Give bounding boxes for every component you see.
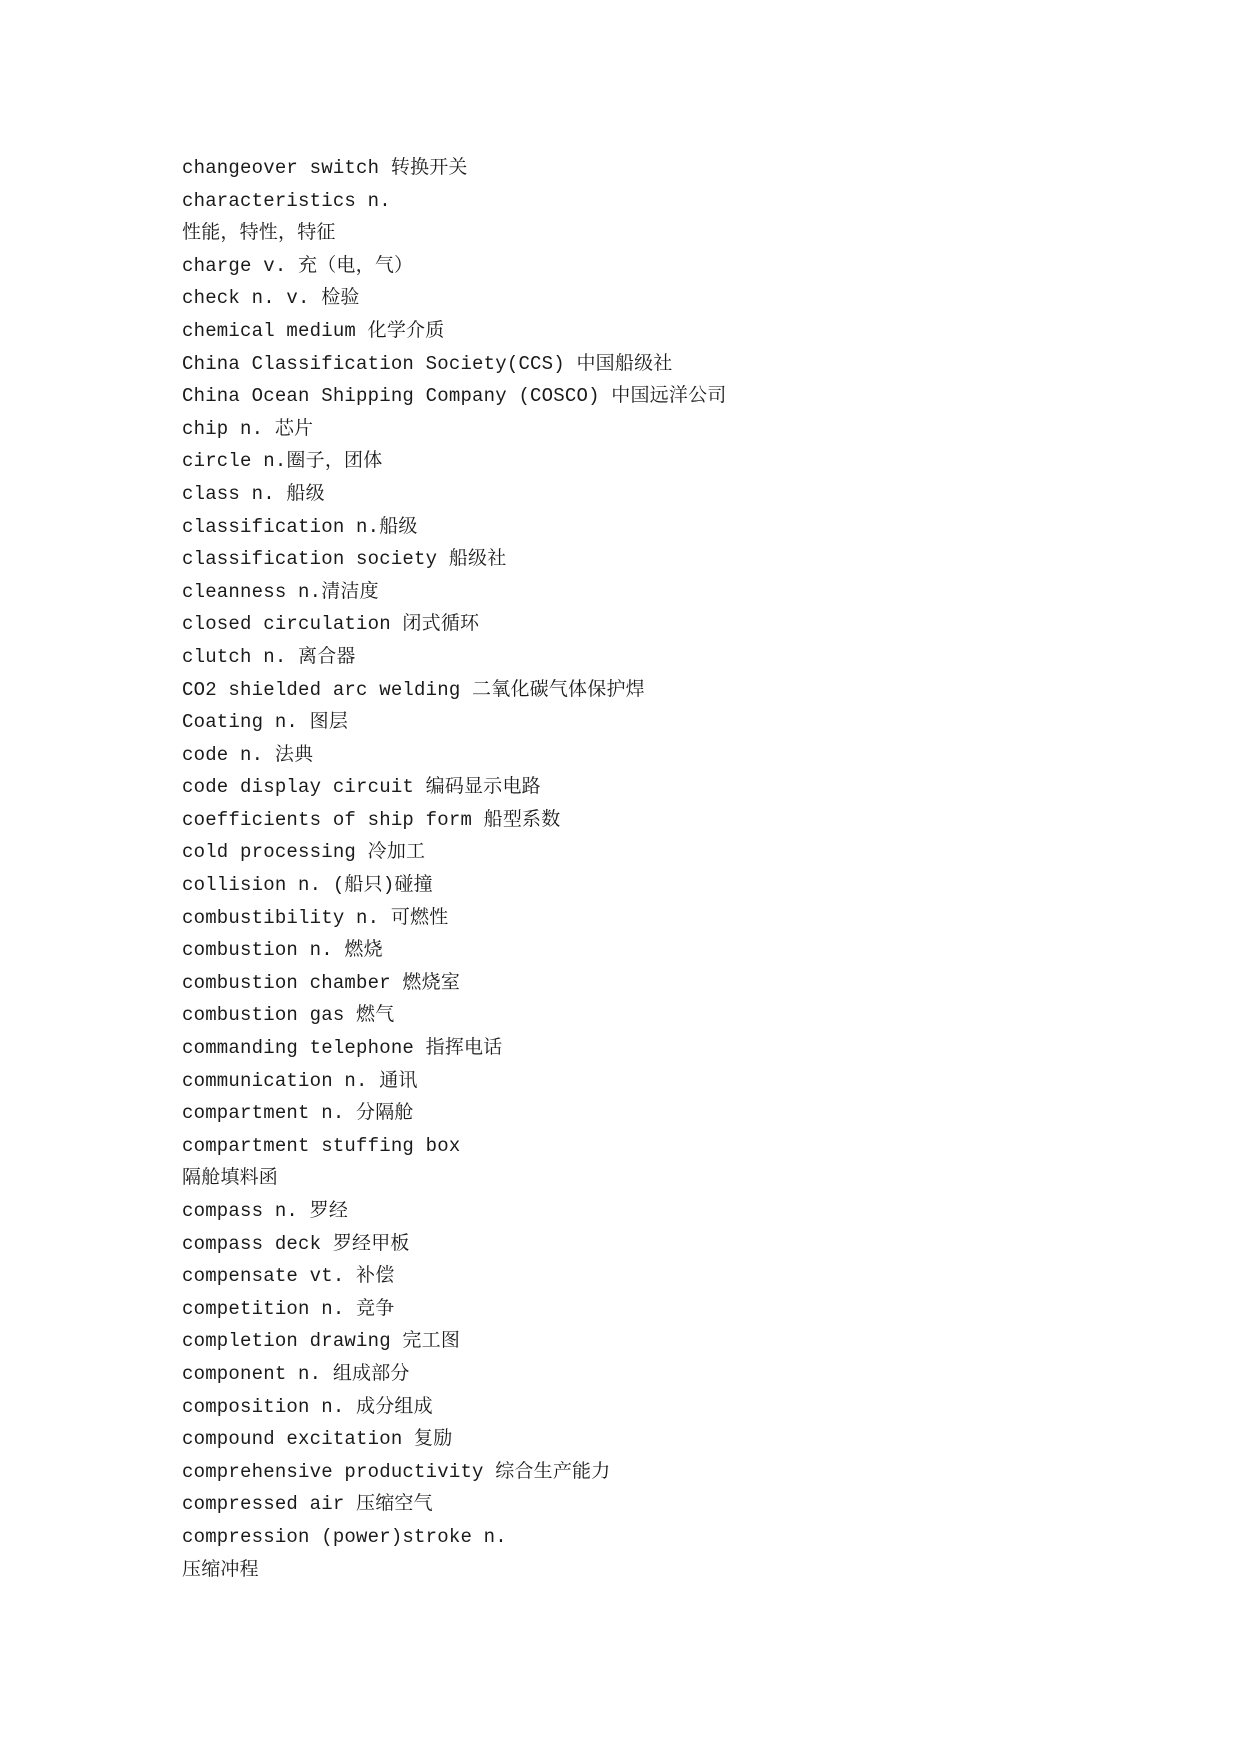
glossary-line: coefficients of ship form 船型系数 bbox=[182, 808, 561, 831]
glossary-line: completion drawing 完工图 bbox=[182, 1330, 461, 1353]
glossary-line: Coating n. 图层 bbox=[182, 711, 349, 734]
glossary-line: compass n. 罗经 bbox=[182, 1200, 349, 1222]
glossary-line: combustion gas 燃气 bbox=[182, 1004, 395, 1027]
glossary-line: compartment stuffing box bbox=[182, 1134, 461, 1157]
glossary-line: classification society 船级社 bbox=[182, 548, 507, 571]
glossary-line: compression (power)stroke n. bbox=[182, 1525, 507, 1548]
glossary-line: clutch n. 离合器 bbox=[182, 645, 356, 668]
glossary-line: compensate vt. 补偿 bbox=[182, 1265, 395, 1288]
glossary-line: 压缩冲程 bbox=[182, 1558, 259, 1581]
glossary-line: communication n. 通讯 bbox=[182, 1069, 418, 1092]
glossary-line: cold processing 冷加工 bbox=[182, 841, 426, 864]
glossary-line: compound excitation 复励 bbox=[182, 1428, 453, 1451]
glossary-line: compressed air 压缩空气 bbox=[182, 1493, 433, 1516]
glossary-line: code display circuit 编码显示电路 bbox=[182, 776, 541, 799]
glossary-line: 性能，特性，特征 bbox=[182, 222, 336, 245]
glossary-line: combustion n. 燃烧 bbox=[182, 939, 383, 962]
glossary-line: code n. 法典 bbox=[182, 743, 314, 766]
glossary-line: comprehensive productivity 综合生产能力 bbox=[182, 1460, 611, 1483]
glossary-line: combustibility n. 可燃性 bbox=[182, 906, 449, 929]
glossary-line: characteristics n. bbox=[182, 189, 391, 212]
glossary-line: circle n.圈子，团体 bbox=[182, 450, 383, 473]
glossary-line: classification n.船级 bbox=[182, 515, 418, 538]
glossary-line: compartment n. 分隔舱 bbox=[182, 1102, 414, 1125]
glossary-line: China Classification Society(CCS) 中国船级社 bbox=[182, 352, 673, 375]
glossary-line: composition n. 成分组成 bbox=[182, 1395, 433, 1418]
glossary-line: check n. v. 检验 bbox=[182, 287, 360, 310]
glossary-line: competition n. 竞争 bbox=[182, 1297, 395, 1320]
glossary-line: CO2 shielded arc welding 二氧化碳气体保护焊 bbox=[182, 678, 645, 701]
glossary-line: closed circulation 闭式循环 bbox=[182, 613, 480, 636]
glossary-line: chemical medium 化学介质 bbox=[182, 319, 445, 342]
glossary-line: China Ocean Shipping Company (COSCO) 中国远洋公司 bbox=[182, 385, 727, 408]
glossary-line: collision n. (船只)碰撞 bbox=[182, 874, 433, 897]
glossary-line: component n. 组成部分 bbox=[182, 1362, 410, 1385]
glossary-line: combustion chamber 燃烧室 bbox=[182, 971, 461, 994]
glossary-line: chip n. 芯片 bbox=[182, 417, 314, 440]
glossary-line: compass deck 罗经甲板 bbox=[182, 1232, 410, 1255]
glossary-line: commanding telephone 指挥电话 bbox=[182, 1037, 503, 1060]
glossary-line: cleanness n.清洁度 bbox=[182, 580, 379, 603]
glossary-line: 隔舱填料函 bbox=[182, 1167, 279, 1190]
glossary-line: changeover switch 转换开关 bbox=[182, 157, 468, 179]
glossary-line: charge v. 充（电，气） bbox=[182, 254, 414, 277]
glossary-list bbox=[182, 152, 1082, 1586]
glossary-line: class n. 船级 bbox=[182, 482, 325, 505]
